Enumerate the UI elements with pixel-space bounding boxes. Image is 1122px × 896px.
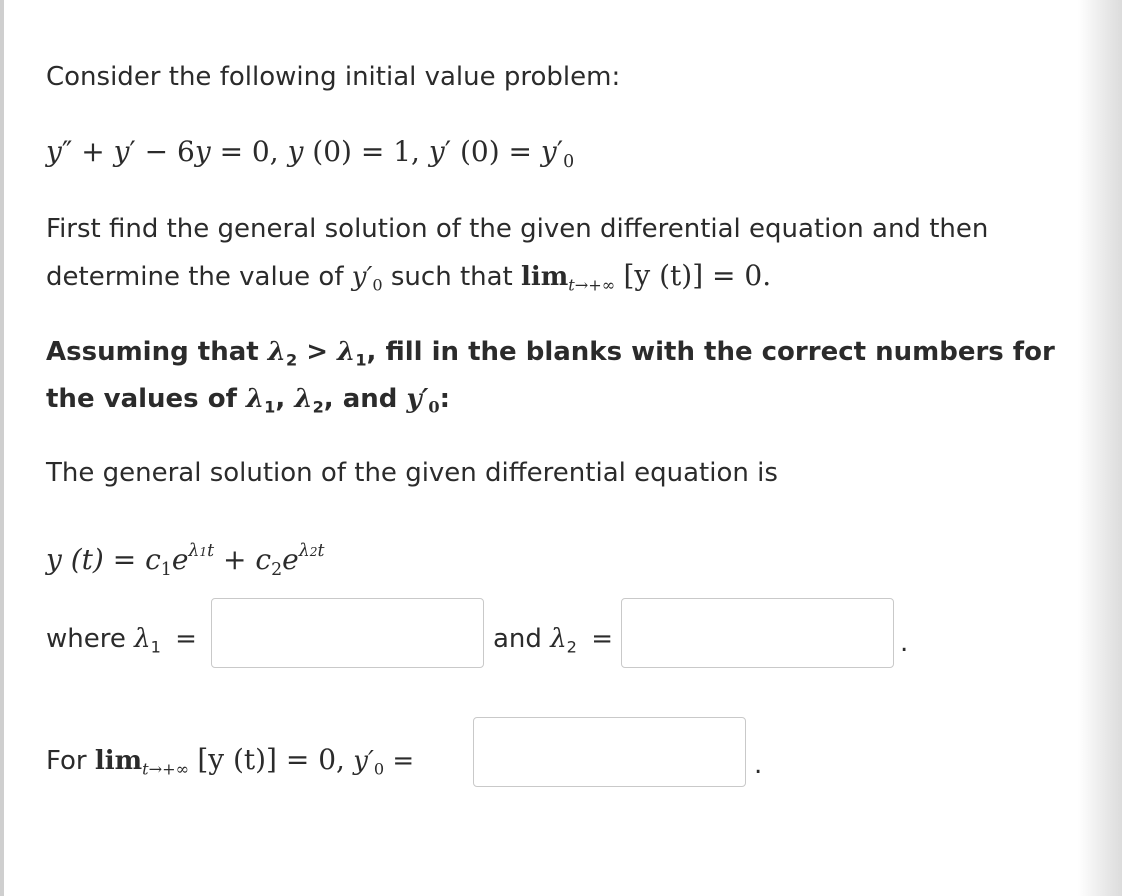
where-lambda1-label: where $\lambda_1$ = [46,624,197,657]
lambda1-input[interactable] [211,598,484,668]
period-1: . [900,628,909,658]
and-lambda2-label: and $\lambda_2$ = [493,624,613,657]
instructions-line-2: determine the value of $y'_0$ such that $\lim_{t\to+\infty} [y$ (t)] = 0. [46,259,772,295]
assumption-line-1: Assuming that $\lambda_2 > \lambda_1$, fill in the blanks with the correct numbers for [46,337,1055,370]
period-2: . [754,750,763,780]
left-border [0,0,4,896]
instructions-line-1: First find the general solution of the given differential equation and then [46,214,989,244]
assumption-line-2: the values of $\lambda_1$, $\lambda_2$, and $y'_0$: [46,384,451,417]
for-limit-label: For $\lim_{t\to+\infty} [y$ (t)] = 0, $y'_0$ = [46,743,415,779]
ivp-equation: y″ + y′ − 6y = 0, y (0) = 1, y′ $(0) = y'_0$ [46,135,575,173]
right-shadow [1078,0,1122,896]
general-solution-label: The general solution of the given differential equation is [46,458,778,488]
y0-prime-input[interactable] [473,717,746,787]
lambda2-input[interactable] [621,598,894,668]
intro-text: Consider the following initial value problem: [46,62,621,92]
general-solution-formula: y $(t) = c_1e^{\lambda 1t} + c_2e^{\lambda 2t}$ [46,541,325,581]
